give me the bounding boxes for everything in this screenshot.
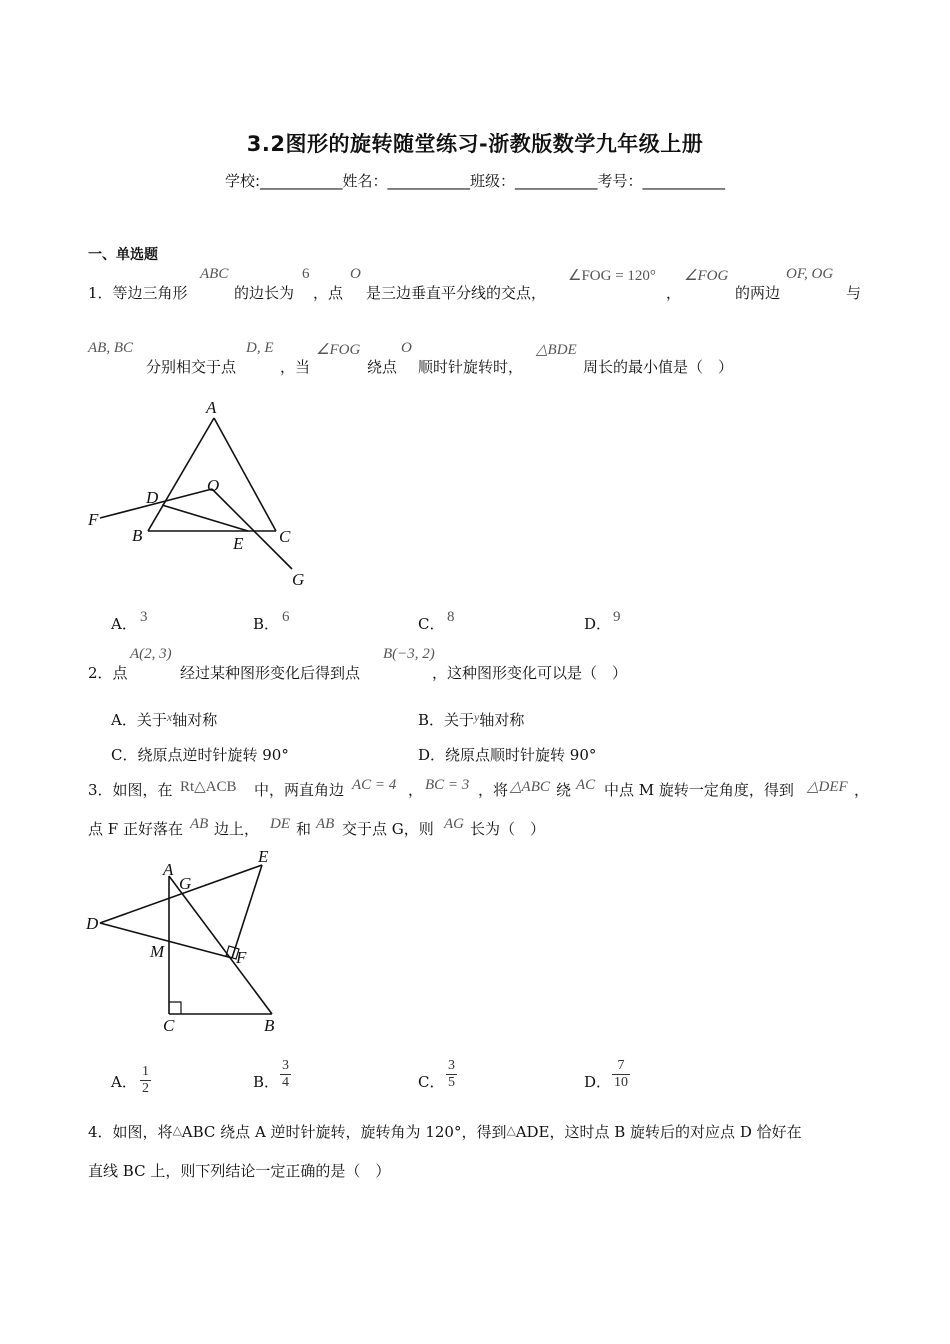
- q1-option-a[interactable]: A．: [111, 615, 137, 633]
- math-point-b: B(−3, 2): [383, 646, 435, 662]
- q3-text-11: 交于点 G，则: [342, 820, 434, 838]
- label-b: B: [264, 1016, 275, 1035]
- q3-text-8: 点 F 正好落在: [88, 820, 183, 838]
- label-d: D: [146, 488, 159, 507]
- math-ac-4: AC = 4: [352, 777, 397, 793]
- math-abc: ABC: [200, 266, 229, 282]
- q3-option-a[interactable]: A．: [111, 1073, 137, 1091]
- math-angle-fog-3: ∠FOG: [316, 342, 361, 358]
- q3-option-d[interactable]: D．: [584, 1073, 612, 1091]
- q3-option-b-fraction: $\frac{3}{4}$: [282, 1058, 289, 1090]
- label-e: E: [258, 847, 269, 866]
- q3-option-a-fraction: $\frac{1}{2}$: [142, 1064, 149, 1096]
- math-bc-3: BC = 3: [425, 777, 470, 793]
- math-side-length: 6: [302, 266, 310, 282]
- q2-text-1: 2．点: [88, 664, 128, 682]
- q2-option-b[interactable]: B．关于$^y$轴对称: [418, 710, 525, 729]
- math-ab-bc: AB, BC: [88, 340, 133, 356]
- math-point-a: A(2, 3): [130, 646, 172, 662]
- label-a: A: [163, 860, 174, 879]
- q3-option-c[interactable]: C．: [418, 1073, 445, 1091]
- q1-text-12: 周长的最小值是（ ）: [583, 358, 734, 376]
- math-point-o-2: O: [401, 340, 412, 356]
- label-c: C: [163, 1016, 175, 1035]
- q1-option-c-value: 8: [447, 609, 455, 625]
- q3-text-10: 和: [296, 820, 312, 838]
- label-g: G: [292, 570, 305, 589]
- side-ab: [148, 418, 214, 531]
- q1-text-9: ，当: [280, 358, 311, 376]
- math-triangle-def: △DEF: [807, 779, 848, 795]
- student-info-line: 学校:___________姓名：___________班级：___________考号：___________: [224, 172, 726, 190]
- figure-equilateral-triangle: [80, 395, 320, 595]
- question-1-line-1: 1．等边三角形: [88, 284, 188, 302]
- q3-text-9: 边上，: [214, 820, 260, 838]
- q3-text-3: ，: [408, 781, 424, 799]
- math-point-o: O: [350, 266, 361, 282]
- q3-option-b[interactable]: B．: [253, 1073, 280, 1091]
- q3-text-12: 长为（ ）: [470, 820, 546, 838]
- q1-text-10: 绕点: [367, 358, 398, 376]
- q1-text-7: 与: [846, 284, 862, 302]
- question-4-line-1: 4．如图，将△ABC 绕点 A 逆时针旋转，旋转角为 120°，得到△ADE，这时点 B 旋转后的对应点 D 恰好在: [88, 1123, 802, 1141]
- q1-text-4: 是三边垂直平分线的交点，: [366, 284, 547, 302]
- label-m: M: [150, 942, 165, 961]
- math-d-e: D, E: [246, 340, 274, 356]
- q3-text-4: ，将: [478, 781, 509, 799]
- math-ab: AB: [190, 816, 209, 832]
- label-b: B: [132, 526, 143, 545]
- label-f: F: [88, 510, 99, 529]
- q1-option-d-value: 9: [613, 609, 621, 625]
- side-df: [100, 923, 232, 958]
- q3-option-d-fraction: $\frac{7}{10}$: [614, 1058, 628, 1090]
- q3-text-7: ，: [854, 781, 870, 799]
- q3-text-1: 3．如图，在: [88, 781, 173, 799]
- segment-de: [162, 505, 248, 531]
- math-angle-fog: ∠FOG = 120°: [568, 268, 656, 284]
- math-ag: AG: [444, 816, 464, 832]
- label-g: G: [179, 874, 192, 893]
- math-de: DE: [270, 816, 290, 832]
- right-angle-mark-c: [169, 1002, 181, 1014]
- q1-text-8: 分别相交于点: [146, 358, 237, 376]
- math-rt-acb: Rt△ACB: [180, 779, 237, 795]
- math-ab-2: AB: [316, 816, 335, 832]
- q2-text-2: 经过某种图形变化后得到点: [180, 664, 361, 682]
- section-title: 一、单选题: [88, 247, 158, 263]
- label-d: D: [86, 914, 99, 933]
- label-c: C: [279, 527, 291, 546]
- q2-option-c[interactable]: C．绕原点逆时针旋转 90°: [111, 746, 289, 764]
- label-o: O: [207, 476, 220, 495]
- q1-option-b[interactable]: B．: [253, 615, 280, 633]
- page-title: 3.2图形的旋转随堂练习-浙教版数学九年级上册: [246, 132, 704, 156]
- math-of-og: OF, OG: [786, 266, 834, 282]
- q2-option-d[interactable]: D．绕原点顺时针旋转 90°: [418, 746, 597, 764]
- q3-text-2: 中，两直角边: [254, 781, 345, 799]
- label-f: F: [236, 948, 247, 967]
- label-a: A: [206, 398, 217, 417]
- q2-option-a[interactable]: A．关于$^x$轴对称: [111, 710, 218, 729]
- math-angle-fog-2: ∠FOG: [684, 268, 729, 284]
- math-ac: AC: [576, 777, 596, 793]
- q2-text-3: ，这种图形变化可以是（ ）: [432, 664, 628, 682]
- q1-text-6: 的两边: [735, 284, 781, 302]
- side-ef: [232, 865, 262, 958]
- q1-option-a-value: 3: [140, 609, 148, 625]
- q3-option-c-fraction: $\frac{3}{5}$: [448, 1058, 455, 1090]
- q1-option-c[interactable]: C．: [418, 615, 445, 633]
- q1-text-2: 的边长为: [234, 284, 295, 302]
- figure-rotated-right-triangle: [80, 845, 300, 1040]
- q3-text-5: 绕: [556, 781, 572, 799]
- q1-text-3: ，点: [313, 284, 344, 302]
- q1-option-b-value: 6: [282, 609, 290, 625]
- label-e: E: [233, 534, 244, 553]
- question-4-line-2: 直线 BC 上，则下列结论一定正确的是（ ）: [88, 1162, 391, 1180]
- q3-text-6: 中点 M 旋转一定角度，得到: [604, 781, 794, 799]
- q1-text-5: ，: [666, 284, 682, 302]
- math-triangle-bde: △BDE: [536, 342, 577, 358]
- q1-text-11: 顺时针旋转时，: [418, 358, 524, 376]
- side-ac: [214, 418, 276, 531]
- math-triangle-abc: △ABC: [510, 779, 550, 795]
- q1-option-d[interactable]: D．: [584, 615, 612, 633]
